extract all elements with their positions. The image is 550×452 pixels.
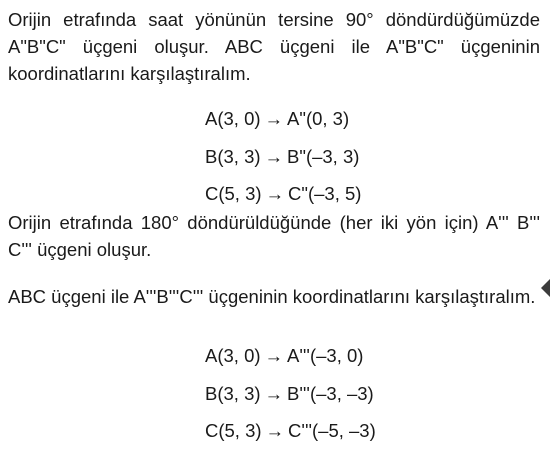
arrow-right-icon: →: [264, 345, 284, 366]
mapping-row-c-90: [205, 182, 361, 206]
image-point: C'''(–5, –3): [288, 420, 376, 441]
original-point: B(3, 3): [205, 146, 261, 167]
arrow-right-icon: →: [265, 420, 285, 441]
original-point: B(3, 3): [205, 383, 261, 404]
mapping-row-b-180: [205, 382, 374, 406]
original-point: A(3, 0): [205, 108, 261, 129]
original-point: C(5, 3): [205, 183, 262, 204]
image-point: B'''(–3, –3): [287, 383, 374, 404]
mapping-row-a-180: [205, 344, 363, 368]
edge-marker-icon: [541, 279, 550, 297]
original-point: A(3, 0): [205, 345, 261, 366]
image-point: A'''(–3, 0): [287, 345, 364, 366]
image-point: A"(0, 3): [287, 108, 350, 129]
arrow-right-icon: →: [264, 146, 284, 167]
mapping-row-c-180: [205, 419, 376, 443]
mapping-row-a-90: [205, 107, 349, 131]
arrow-right-icon: →: [265, 183, 285, 204]
image-point: C"(–3, 5): [288, 183, 362, 204]
original-point: C(5, 3): [205, 420, 262, 441]
image-point: B"(–3, 3): [287, 146, 360, 167]
arrow-right-icon: →: [264, 383, 284, 404]
arrow-right-icon: →: [264, 108, 284, 129]
mapping-row-b-90: [205, 145, 359, 169]
paragraph-rotation-180: Orijin etrafında 180° döndürüldüğünde (her iki yön için) A''' B''' C''' üçgeni oluşur.: [8, 212, 540, 260]
paragraph-rotation-90: Orijin etrafında saat yönünün tersine 90° döndürdüğümüzde A"B"C" üçgeni oluşur. ABC üçgeni ile A"B"C" üçgeninin koordinatlarını karşılaştıralım.: [8, 9, 540, 84]
paragraph-compare-180: ABC üçgeni ile A'''B'''C''' üçgeninin koordinatlarını karşılaştıralım.: [8, 286, 536, 307]
